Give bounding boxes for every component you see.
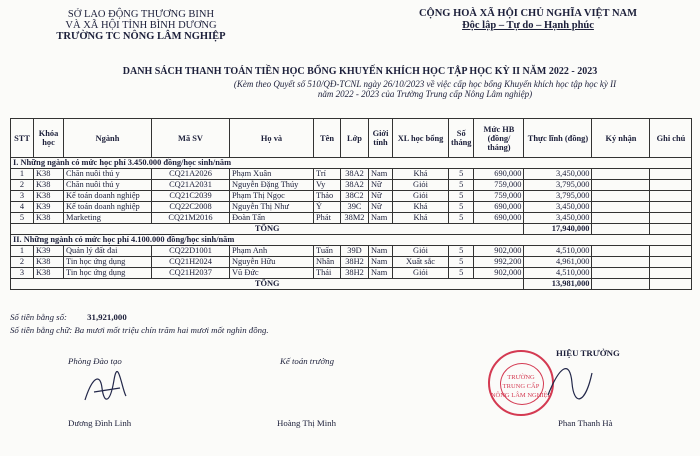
table-cell: Chăn nuôi thú y bbox=[64, 169, 152, 180]
table-cell: Phạm Thị Ngọc bbox=[230, 191, 314, 202]
table-cell: 3 bbox=[11, 268, 34, 279]
column-header: Mức HB (đồng/ tháng) bbox=[474, 119, 524, 158]
table-cell: 4,961,000 bbox=[524, 257, 592, 268]
table-cell: 38H2 bbox=[341, 268, 369, 279]
table-cell: 38A2 bbox=[341, 180, 369, 191]
table-cell: 3,795,000 bbox=[524, 191, 592, 202]
table-cell: 5 bbox=[449, 202, 474, 213]
table-cell: Khá bbox=[393, 169, 449, 180]
table-cell: Nam bbox=[369, 268, 393, 279]
table-cell: 5 bbox=[449, 246, 474, 257]
table-cell: 5 bbox=[449, 213, 474, 224]
column-header: Mã SV bbox=[152, 119, 230, 158]
table-cell: 3,450,000 bbox=[524, 213, 592, 224]
table-cell: 759,000 bbox=[474, 191, 524, 202]
table-cell bbox=[650, 257, 692, 268]
table-cell: Kế toán doanh nghiệp bbox=[64, 191, 152, 202]
column-header: Thực lĩnh (đồng) bbox=[524, 119, 592, 158]
table-cell: 2 bbox=[11, 180, 34, 191]
column-header: Giới tính bbox=[369, 119, 393, 158]
table-cell: 38A2 bbox=[341, 169, 369, 180]
table-cell bbox=[592, 213, 650, 224]
table-cell: Thái bbox=[314, 268, 341, 279]
table-cell: Nguyễn Thị Như bbox=[230, 202, 314, 213]
table-cell: 902,000 bbox=[474, 246, 524, 257]
table-cell: Nam bbox=[369, 246, 393, 257]
principal-name: Phan Thanh Hà bbox=[558, 418, 613, 428]
table-cell: 4 bbox=[11, 202, 34, 213]
accountant-title: Kế toán trưởng bbox=[280, 356, 334, 366]
national-motto: Độc lập – Tự do – Hạnh phúc bbox=[462, 20, 594, 31]
subtitle-line-1: (Kèm theo Quyết số 510/QĐ-TCNL ngày 26/10/2023 về việc cấp học bổng Khuyến khích học tập học kỳ II bbox=[233, 79, 617, 89]
table-cell: 39D bbox=[341, 246, 369, 257]
total-row bbox=[11, 279, 692, 290]
table-cell: K38 bbox=[34, 169, 64, 180]
table-cell: CQ21A2031 bbox=[152, 180, 230, 191]
table-cell: 5 bbox=[11, 213, 34, 224]
table-cell: Nam bbox=[369, 257, 393, 268]
document-subtitle bbox=[230, 79, 620, 99]
table-cell bbox=[650, 224, 692, 235]
table-row bbox=[11, 257, 692, 268]
training-title: Phòng Đào tạo bbox=[68, 356, 122, 366]
table-cell: CQ21C2039 bbox=[152, 191, 230, 202]
section-row bbox=[11, 235, 692, 246]
table-cell: K38 bbox=[34, 257, 64, 268]
table-cell: 4,510,000 bbox=[524, 246, 592, 257]
principal-signature-icon bbox=[540, 355, 600, 415]
sum-numeric-value: 31,921,000 bbox=[87, 312, 127, 322]
table-row bbox=[11, 268, 692, 279]
table-row bbox=[11, 169, 692, 180]
table-cell: 5 bbox=[449, 180, 474, 191]
table-cell: 2 bbox=[11, 257, 34, 268]
table-cell: 3 bbox=[11, 191, 34, 202]
table-cell: Phạm Anh bbox=[230, 246, 314, 257]
table-cell: Nam bbox=[369, 213, 393, 224]
table-cell: 690,000 bbox=[474, 169, 524, 180]
table-cell bbox=[650, 169, 692, 180]
table-cell bbox=[650, 180, 692, 191]
table-cell: CQ21M2016 bbox=[152, 213, 230, 224]
table-cell: Phạm Xuân bbox=[230, 169, 314, 180]
table-cell: Nguyễn Hữu bbox=[230, 257, 314, 268]
table-cell: K39 bbox=[34, 202, 64, 213]
section-label: II. Những ngành có mức học phí 4.100.000 đồng/học sinh/năm bbox=[11, 235, 692, 246]
table-header-row bbox=[11, 119, 692, 158]
national-header bbox=[388, 8, 668, 32]
table-cell: Tuấn bbox=[314, 246, 341, 257]
table-cell: Nữ bbox=[369, 202, 393, 213]
table-cell: K38 bbox=[34, 191, 64, 202]
table-cell: K38 bbox=[34, 268, 64, 279]
issuer-line-2: VÀ XÃ HỘI TỈNH BÌNH DƯƠNG bbox=[65, 20, 217, 31]
table-cell bbox=[592, 246, 650, 257]
table-cell: 39C bbox=[341, 202, 369, 213]
total-label: TỔNG bbox=[11, 279, 524, 290]
table-cell bbox=[592, 279, 650, 290]
document-title: DANH SÁCH THANH TOÁN TIỀN HỌC BỔNG KHUYẾN KHÍCH HỌC TẬP HỌC KỲ II NĂM 2022 - 2023 bbox=[122, 66, 598, 77]
column-header: Họ và bbox=[230, 119, 314, 158]
table-cell: Vũ Đức bbox=[230, 268, 314, 279]
table-cell: 38M2 bbox=[341, 213, 369, 224]
table-cell: K38 bbox=[34, 180, 64, 191]
table-cell bbox=[650, 246, 692, 257]
table-cell bbox=[650, 279, 692, 290]
table-cell: Đoàn Tấn bbox=[230, 213, 314, 224]
table-cell bbox=[592, 224, 650, 235]
table-cell: Phát bbox=[314, 213, 341, 224]
total-value: 13,981,000 bbox=[524, 279, 592, 290]
table-cell: 3,450,000 bbox=[524, 202, 592, 213]
table-cell: 5 bbox=[449, 268, 474, 279]
national-name: CỘNG HOÀ XÃ HỘI CHỦ NGHĨA VIỆT NAM bbox=[418, 8, 638, 19]
table-cell: Giỏi bbox=[393, 246, 449, 257]
table-cell: 4,510,000 bbox=[524, 268, 592, 279]
column-header: XL học bổng bbox=[393, 119, 449, 158]
table-cell: 3,795,000 bbox=[524, 180, 592, 191]
principal-title: HIỆU TRƯỞNG bbox=[556, 348, 620, 358]
section-row bbox=[11, 158, 692, 169]
table-row bbox=[11, 180, 692, 191]
table-cell: K38 bbox=[34, 213, 64, 224]
table-cell: 902,000 bbox=[474, 268, 524, 279]
issuer-block bbox=[36, 9, 246, 42]
table-cell: CQ22C2008 bbox=[152, 202, 230, 213]
column-header: Ký nhận bbox=[592, 119, 650, 158]
table-cell: 5 bbox=[449, 257, 474, 268]
column-header: Ngành bbox=[64, 119, 152, 158]
table-cell: Tin học ứng dụng bbox=[64, 268, 152, 279]
table-cell: 1 bbox=[11, 169, 34, 180]
scholarship-table bbox=[10, 118, 692, 290]
issuer-line-1: SỞ LAO ĐỘNG THƯƠNG BINH bbox=[67, 9, 215, 20]
table-row bbox=[11, 246, 692, 257]
table-cell: CQ21A2026 bbox=[152, 169, 230, 180]
table-cell: 3,450,000 bbox=[524, 169, 592, 180]
table-cell: Nữ bbox=[369, 191, 393, 202]
table-cell: Chăn nuôi thú y bbox=[64, 180, 152, 191]
table-cell: Ý bbox=[314, 202, 341, 213]
total-label: TỔNG bbox=[11, 224, 524, 235]
table-cell: Giỏi bbox=[393, 268, 449, 279]
total-row bbox=[11, 224, 692, 235]
table-row bbox=[11, 202, 692, 213]
table-cell: Marketing bbox=[64, 213, 152, 224]
subtitle-line-2: năm 2022 - 2023 của Trường Trung cấp Nông Lâm nghiệp) bbox=[317, 89, 533, 99]
table-cell: 690,000 bbox=[474, 202, 524, 213]
table-cell: Quản lý đất đai bbox=[64, 246, 152, 257]
table-cell: 1 bbox=[11, 246, 34, 257]
seal-text-3: NÔNG LÂM NGHIỆP bbox=[490, 392, 552, 399]
table-cell: 992,200 bbox=[474, 257, 524, 268]
table-cell: 5 bbox=[449, 169, 474, 180]
table-cell bbox=[650, 202, 692, 213]
table-cell: 690,000 bbox=[474, 213, 524, 224]
table-cell bbox=[592, 169, 650, 180]
table-cell: 5 bbox=[449, 191, 474, 202]
table-cell: Vy bbox=[314, 180, 341, 191]
table-cell bbox=[592, 202, 650, 213]
table-cell: CQ22D1001 bbox=[152, 246, 230, 257]
table-cell: Giỏi bbox=[393, 191, 449, 202]
sum-words: Số tiền bằng chữ: Ba mươi mốt triệu chín trăm hai mươi mốt nghìn đồng. bbox=[10, 325, 269, 335]
table-cell: Nữ bbox=[369, 180, 393, 191]
table-cell bbox=[650, 268, 692, 279]
table-cell: Tin học ứng dụng bbox=[64, 257, 152, 268]
table-cell: Giỏi bbox=[393, 180, 449, 191]
column-header: Ghi chú bbox=[650, 119, 692, 158]
table-cell bbox=[650, 213, 692, 224]
table-cell bbox=[650, 191, 692, 202]
issuer-school: TRƯỜNG TC NÔNG LÂM NGHIỆP bbox=[56, 31, 226, 42]
table-cell: Thảo bbox=[314, 191, 341, 202]
table-cell: Nhân bbox=[314, 257, 341, 268]
column-header: Số tháng bbox=[449, 119, 474, 158]
table-cell: K39 bbox=[34, 246, 64, 257]
table-cell: Nguyễn Đặng Thúy bbox=[230, 180, 314, 191]
column-header: STT bbox=[11, 119, 34, 158]
table-cell: Nam bbox=[369, 169, 393, 180]
table-cell: Khá bbox=[393, 213, 449, 224]
section-label: I. Những ngành có mức học phí 3.450.000 đồng/học sinh/năm bbox=[11, 158, 692, 169]
table-row bbox=[11, 191, 692, 202]
seal-text-2: TRUNG CẤP bbox=[502, 383, 540, 390]
column-header: Tên bbox=[314, 119, 341, 158]
training-signature-icon bbox=[80, 370, 130, 408]
training-name: Dương Đình Linh bbox=[68, 418, 132, 428]
table-cell: Khá bbox=[393, 202, 449, 213]
table-cell bbox=[592, 268, 650, 279]
table-row bbox=[11, 213, 692, 224]
sum-numeric-label: Số tiền bằng số: bbox=[10, 312, 67, 322]
column-header: Khóa học bbox=[34, 119, 64, 158]
table-cell: Kế toán doanh nghiệp bbox=[64, 202, 152, 213]
table-cell bbox=[592, 257, 650, 268]
sum-numeric bbox=[10, 312, 127, 322]
table-cell: 38C2 bbox=[341, 191, 369, 202]
seal-text-1: TRƯỜNG bbox=[507, 374, 535, 381]
table-cell: CQ21H2024 bbox=[152, 257, 230, 268]
table-cell: 759,000 bbox=[474, 180, 524, 191]
table-cell bbox=[592, 191, 650, 202]
total-value: 17,940,000 bbox=[524, 224, 592, 235]
table-cell: 38H2 bbox=[341, 257, 369, 268]
table-cell: Trí bbox=[314, 169, 341, 180]
table-cell: Xuất sắc bbox=[393, 257, 449, 268]
table-cell: CQ21H2037 bbox=[152, 268, 230, 279]
column-header: Lớp bbox=[341, 119, 369, 158]
accountant-name: Hoàng Thị Minh bbox=[277, 418, 336, 428]
table-cell bbox=[592, 180, 650, 191]
